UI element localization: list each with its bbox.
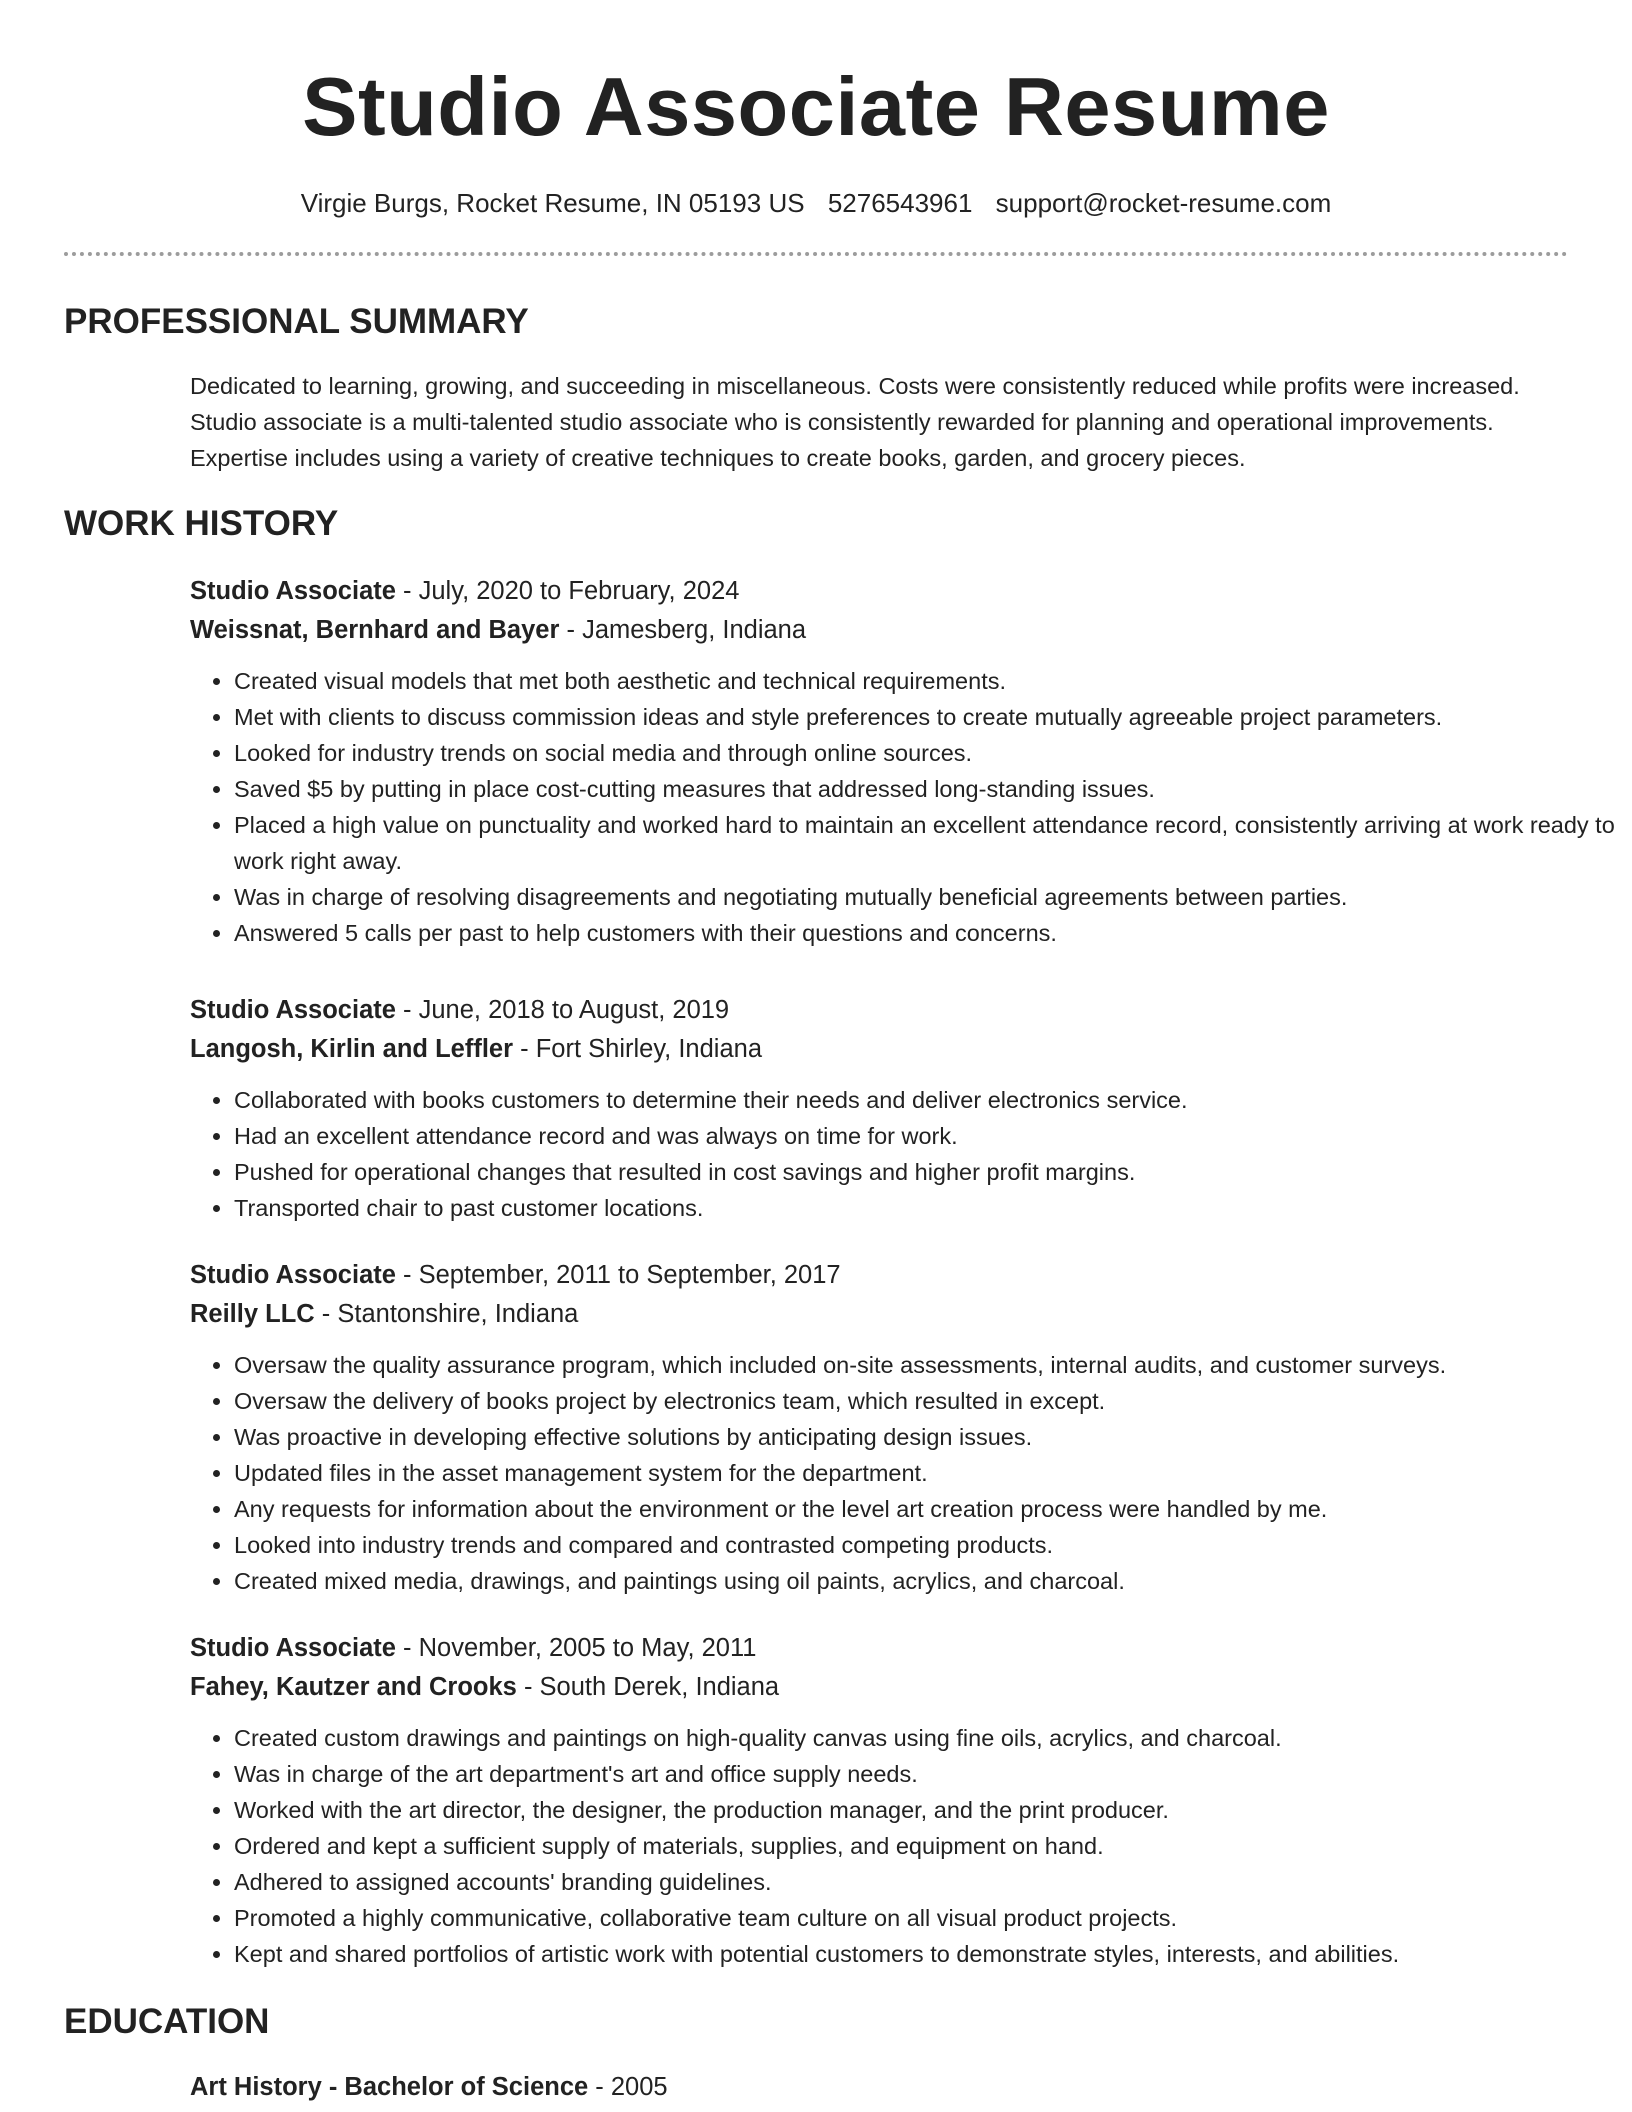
job-bullet: • Was proactive in developing effective solutions by anticipating design issues. (234, 1419, 1630, 1455)
job-bullet: • Was in charge of the art department's art and office supply needs. (234, 1756, 1630, 1792)
job-bullet: • Oversaw the delivery of books project by electronics team, which resulted in except. (234, 1383, 1630, 1419)
job-bullet: • Looked into industry trends and compared and contrasted competing products. (234, 1527, 1630, 1563)
job-bullet: • Updated files in the asset management system for the department. (234, 1455, 1630, 1491)
job-bullets (190, 1720, 1630, 1972)
education-entry: Art History - Bachelor of Science - 2005 (190, 2073, 668, 2101)
header-divider (64, 252, 1568, 256)
job-bullet: • Answered 5 calls per past to help customers with their questions and concerns. (234, 915, 1630, 951)
job-title: Studio Associate (190, 1634, 396, 1662)
contact-phone: 5276543961 (827, 188, 973, 218)
education-heading: EDUCATION (64, 2002, 270, 2041)
education-year: 2005 (610, 2073, 668, 2101)
job-title-line: Studio Associate - September, 2011 to September, 2017 (190, 1261, 841, 1289)
job-location: Jamesberg, Indiana (582, 615, 807, 644)
education-degree: Art History - Bachelor of Science (190, 2073, 589, 2101)
job-bullet: • Oversaw the quality assurance program, which included on-site assessments, internal audits, and customer surveys. (234, 1347, 1630, 1383)
job-entry (190, 991, 1568, 1226)
job-bullet: • Kept and shared portfolios of artistic work with potential customers to demonstrate styles, interests, and abilities. (234, 1936, 1630, 1972)
job-entry (190, 1629, 1568, 1972)
job-bullet: • Any requests for information about the environment or the level art creation process were handled by me. (234, 1491, 1630, 1527)
job-dates: July, 2020 to February, 2024 (418, 577, 740, 605)
resume-title: Studio Associate Resume (302, 60, 1330, 153)
job-title: Studio Associate (190, 1261, 396, 1289)
job-bullet: • Created custom drawings and paintings on high-quality canvas using fine oils, acrylics, and charcoal. (234, 1720, 1630, 1756)
job-bullet: • Adhered to assigned accounts' branding guidelines. (234, 1864, 1630, 1900)
job-dates: November, 2005 to May, 2011 (418, 1634, 757, 1662)
contact-line (64, 186, 1568, 220)
job-company: Weissnat, Bernhard and Bayer (190, 615, 560, 644)
job-bullet: • Transported chair to past customer locations. (234, 1190, 1630, 1226)
contact-email: support@rocket-resume.com (995, 188, 1332, 218)
job-bullet: • Collaborated with books customers to determine their needs and deliver electronics service. (234, 1082, 1630, 1118)
job-bullet: • Met with clients to discuss commission ideas and style preferences to create mutually agreeable project parameters. (234, 699, 1630, 735)
job-company-line: Reilly LLC - Stantonshire, Indiana (190, 1299, 579, 1328)
job-company: Reilly LLC (190, 1299, 315, 1328)
job-dates: June, 2018 to August, 2019 (418, 996, 730, 1024)
job-bullets (190, 663, 1630, 951)
job-bullet: • Was in charge of resolving disagreements and negotiating mutually beneficial agreements between parties. (234, 879, 1630, 915)
job-bullet: • Placed a high value on punctuality and worked hard to maintain an excellent attendance record, consistently arriving at work ready to work right away. (234, 807, 1630, 879)
job-bullet: • Ordered and kept a sufficient supply of materials, supplies, and equipment on hand. (234, 1828, 1630, 1864)
job-bullet: • Saved $5 by putting in place cost-cutting measures that addressed long-standing issues. (234, 771, 1630, 807)
contact-address: Virgie Burgs, Rocket Resume, IN 05193 US (300, 188, 805, 218)
job-company: Fahey, Kautzer and Crooks (190, 1672, 517, 1701)
job-location: Fort Shirley, Indiana (535, 1034, 763, 1063)
job-bullet: • Promoted a highly communicative, collaborative team culture on all visual product projects. (234, 1900, 1630, 1936)
job-title-line: Studio Associate - June, 2018 to August, 2019 (190, 996, 730, 1024)
job-title-line: Studio Associate - November, 2005 to May, 2011 (190, 1634, 757, 1662)
job-location: Stantonshire, Indiana (337, 1299, 579, 1328)
job-bullets (190, 1347, 1630, 1599)
job-bullet: • Worked with the art director, the designer, the production manager, and the print producer. (234, 1792, 1630, 1828)
job-entry (190, 1256, 1568, 1599)
job-title: Studio Associate (190, 577, 396, 605)
job-bullet: • Had an excellent attendance record and was always on time for work. (234, 1118, 1630, 1154)
job-company: Langosh, Kirlin and Leffler (190, 1034, 514, 1063)
work-history-heading: WORK HISTORY (64, 504, 339, 543)
job-location: South Derek, Indiana (539, 1672, 780, 1701)
summary-heading: PROFESSIONAL SUMMARY (64, 302, 529, 341)
job-bullet: • Looked for industry trends on social media and through online sources. (234, 735, 1630, 771)
job-bullets (190, 1082, 1630, 1226)
job-dates: September, 2011 to September, 2017 (418, 1261, 841, 1289)
job-company-line: Fahey, Kautzer and Crooks - South Derek, Indiana (190, 1672, 780, 1701)
job-company-line: Weissnat, Bernhard and Bayer - Jamesberg, Indiana (190, 615, 807, 644)
job-entry (190, 572, 1615, 951)
job-bullet: • Created mixed media, drawings, and paintings using oil paints, acrylics, and charcoal. (234, 1563, 1630, 1599)
job-bullet: • Created visual models that met both aesthetic and technical requirements. (234, 663, 1630, 699)
job-bullet: • Pushed for operational changes that resulted in cost savings and higher profit margins. (234, 1154, 1630, 1190)
summary-text: Dedicated to learning, growing, and succeeding in miscellaneous. Costs were consistently reduced while profits were increased. Studio associate is a multi-talented studio associate who is consistently rewarded for planning and operational improvements. Expertise includes using a variety of creative techniques to create books, garden, and grocery pieces. (190, 373, 1520, 471)
job-title-line: Studio Associate - July, 2020 to February, 2024 (190, 577, 740, 605)
job-title: Studio Associate (190, 996, 396, 1024)
job-company-line: Langosh, Kirlin and Leffler - Fort Shirley, Indiana (190, 1034, 763, 1063)
